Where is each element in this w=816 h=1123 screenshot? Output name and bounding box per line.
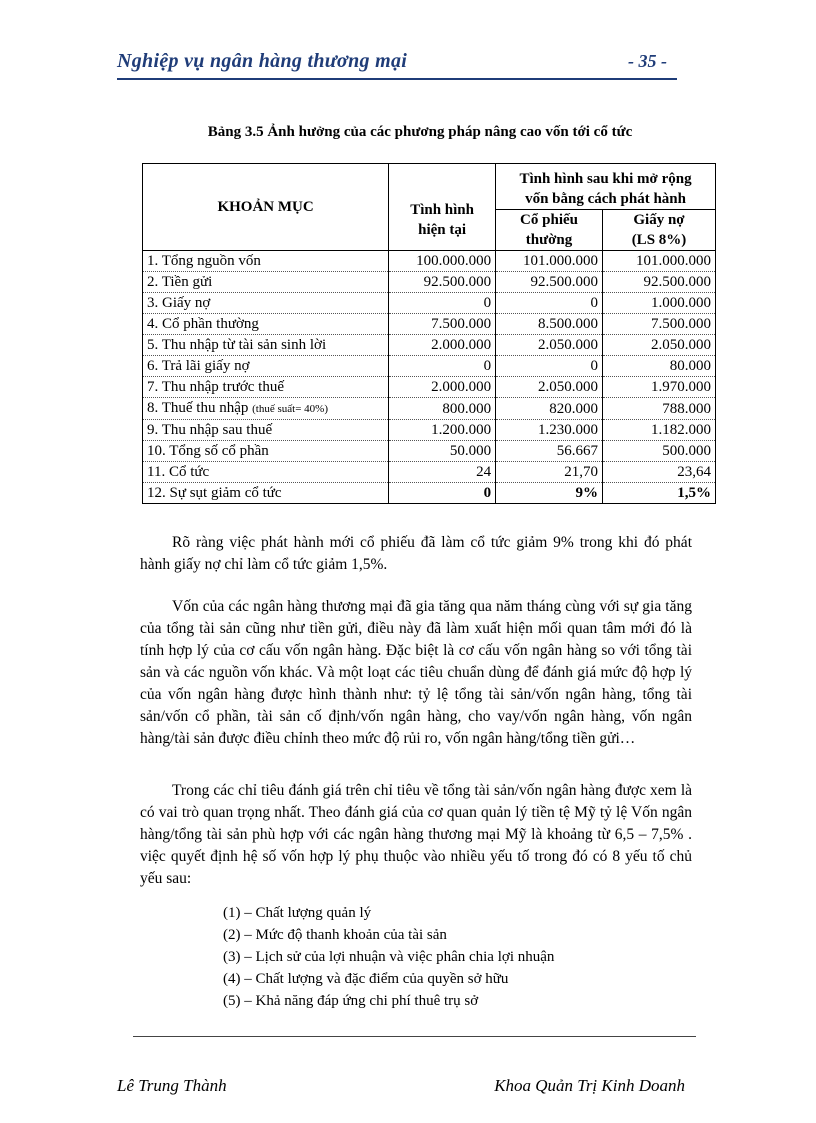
- debt-value: 500.000: [602, 441, 715, 462]
- paragraph-conclusion: Rõ ràng việc phát hành mới cổ phiếu đã làm cổ tức giảm 9% trong khi đó phát hành giấy nợ chỉ làm cổ tức giảm 1,5%.: [140, 534, 692, 573]
- row-label: 4. Cổ phần thường: [143, 314, 389, 335]
- current-value: 0: [389, 483, 496, 504]
- current-value: 50.000: [389, 441, 496, 462]
- current-value: 24: [389, 462, 496, 483]
- debt-value: 1.000.000: [602, 293, 715, 314]
- row-label: 6. Trả lãi giấy nợ: [143, 356, 389, 377]
- current-value: 2.000.000: [389, 335, 496, 356]
- page-header: [117, 50, 695, 80]
- stock-value: 9%: [496, 483, 603, 504]
- table-row: [143, 483, 716, 504]
- header-common-stock: Cổ phiếu thường: [496, 210, 603, 251]
- row-label: 9. Thu nhập sau thuế: [143, 420, 389, 441]
- paragraph-capital-growth: Vốn của các ngân hàng thương mại đã gia tăng qua năm tháng cùng với sự gia tăng của tổng tài sản cũng như tiền gửi, điều này đã làm xuất hiện mối quan tâm mới đó là tính hợp lý của cơ cấu vốn ngân hàng. Đặc biệt là cơ cấu vốn ngân hàng so với tổng tài sản và các nguồn vốn khác. Và một loạt các tiêu chuẩn dùng để đánh giá mức độ hợp lý của vốn ngân hàng được hình thành như: tỷ lệ tổng tài sản/vốn ngân hàng, tổng tài sản/vốn cổ phần, tài sản cố định/vốn ngân hàng, cho vay/vốn ngân hàng, vốn ngân hàng/tài sản được điều chỉnh theo mức độ rủi ro, vốn ngân hàng/tổng tiền gửi…: [140, 598, 692, 747]
- header-title: Nghiệp vụ ngân hàng thương mại: [117, 50, 408, 72]
- list-item: (2) – Mức độ thanh khoản của tài sản: [223, 927, 447, 943]
- current-value: 100.000.000: [389, 251, 496, 272]
- list-item: (3) – Lịch sử của lợi nhuận và việc phân chia lợi nhuận: [223, 949, 555, 965]
- table-row: [143, 377, 716, 398]
- debt-value: 92.500.000: [602, 272, 715, 293]
- header-divider: [117, 78, 677, 80]
- current-value: 92.500.000: [389, 272, 496, 293]
- footer-divider: [133, 1036, 696, 1037]
- debt-value: 788.000: [602, 398, 715, 420]
- stock-value: 820.000: [496, 398, 603, 420]
- dividend-impact-table: [142, 163, 716, 504]
- row-label: 1. Tổng nguồn vốn: [143, 251, 389, 272]
- row-label: 8. Thuế thu nhập (thuế suất= 40%): [143, 398, 389, 420]
- debt-value: 101.000.000: [602, 251, 715, 272]
- stock-value: 101.000.000: [496, 251, 603, 272]
- table-row: [143, 441, 716, 462]
- current-value: 1.200.000: [389, 420, 496, 441]
- list-item: (5) – Khả năng đáp ứng chi phí thuê trụ sở: [223, 993, 479, 1009]
- header-current: Tình hình hiện tại: [389, 164, 496, 251]
- row-label: 10. Tổng số cổ phần: [143, 441, 389, 462]
- stock-value: 0: [496, 293, 603, 314]
- header-after-expansion: Tình hình sau khi mở rộng vốn bằng cách phát hành: [496, 164, 716, 210]
- debt-value: 23,64: [602, 462, 715, 483]
- table-row: [143, 356, 716, 377]
- row-label: 7. Thu nhập trước thuế: [143, 377, 389, 398]
- tax-rate-note: (thuế suất= 40%): [252, 403, 328, 415]
- table-row: [143, 420, 716, 441]
- row-label: 11. Cổ tức: [143, 462, 389, 483]
- stock-value: 2.050.000: [496, 335, 603, 356]
- current-value: 0: [389, 293, 496, 314]
- stock-value: 0: [496, 356, 603, 377]
- row-label: 12. Sự sụt giảm cổ tức: [143, 483, 389, 504]
- stock-value: 92.500.000: [496, 272, 603, 293]
- table-row: [143, 251, 716, 272]
- footer-department: Khoa Quản Trị Kinh Doanh: [494, 1076, 685, 1095]
- list-item: (4) – Chất lượng và đặc điểm của quyền sở hữu: [223, 971, 509, 987]
- current-value: 2.000.000: [389, 377, 496, 398]
- current-value: 0: [389, 356, 496, 377]
- table-row: [143, 272, 716, 293]
- row-label: 3. Giấy nợ: [143, 293, 389, 314]
- footer-author: Lê Trung Thành: [117, 1076, 227, 1095]
- stock-value: 56.667: [496, 441, 603, 462]
- header-item: KHOẢN MỤC: [143, 164, 389, 251]
- stock-value: 21,70: [496, 462, 603, 483]
- table-row: [143, 398, 716, 420]
- table-caption: Bảng 3.5 Ảnh hưởng của các phương pháp nâng cao vốn tới cổ tức: [207, 124, 633, 140]
- current-value: 7.500.000: [389, 314, 496, 335]
- debt-value: 7.500.000: [602, 314, 715, 335]
- paragraph-criteria: Trong các chỉ tiêu đánh giá trên chỉ tiêu về tổng tài sản/vốn ngân hàng được xem là có vai trò quan trọng nhất. Theo đánh giá của cơ quan quản lý tiền tệ Mỹ tỷ lệ Vốn ngân hàng/tổng tài sản phù hợp với các ngân hàng thương mại Mỹ là khoảng từ 6,5 – 7,5% . việc quyết định hệ số vốn hợp lý phụ thuộc vào nhiều yếu tố trong đó có 8 yếu tố chủ yếu sau:: [140, 782, 692, 887]
- debt-value: 1.182.000: [602, 420, 715, 441]
- current-value: 800.000: [389, 398, 496, 420]
- row-label: 5. Thu nhập từ tài sản sinh lời: [143, 335, 389, 356]
- header-debt: Giấy nợ (LS 8%): [602, 210, 715, 251]
- list-item: (1) – Chất lượng quản lý: [223, 905, 372, 921]
- stock-value: 2.050.000: [496, 377, 603, 398]
- debt-value: 1.970.000: [602, 377, 715, 398]
- debt-value: 1,5%: [602, 483, 715, 504]
- debt-value: 2.050.000: [602, 335, 715, 356]
- table-row: [143, 293, 716, 314]
- stock-value: 1.230.000: [496, 420, 603, 441]
- page-number: - 35 -: [628, 51, 667, 71]
- stock-value: 8.500.000: [496, 314, 603, 335]
- factor-list: [223, 902, 554, 1012]
- table-row: [143, 335, 716, 356]
- table-row: [143, 462, 716, 483]
- row-label: 2. Tiền gửi: [143, 272, 389, 293]
- table-row: [143, 314, 716, 335]
- debt-value: 80.000: [602, 356, 715, 377]
